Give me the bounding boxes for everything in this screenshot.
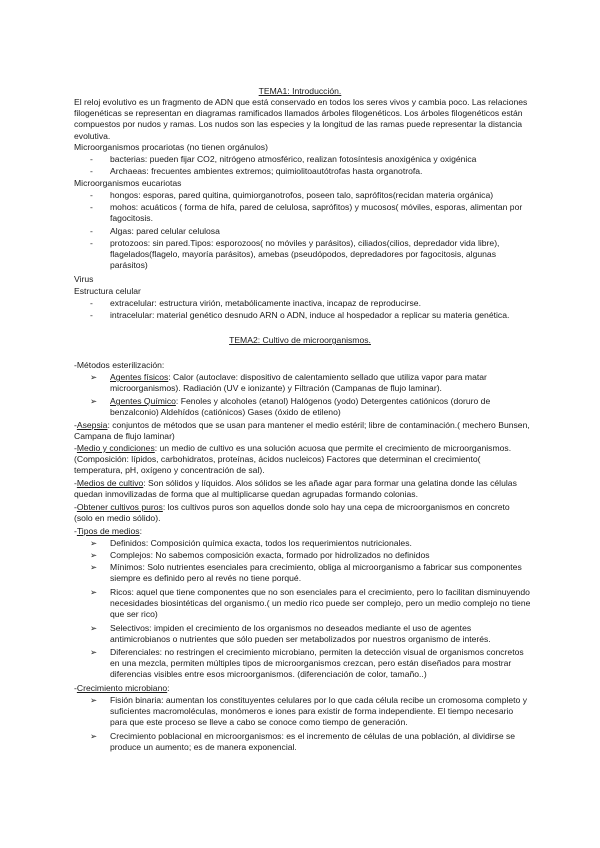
- list-item: Diferenciales: no restringen el crecimiento microbiano, permiten la detección visual de organismos concretos en una mezcla, permiten múltiples tipos de microorganismos crezcan, pero están diseñados para mostrar diferencias visibles entre esos microorganismos. (diferenciación de color, tamaño..): [110, 647, 524, 680]
- list-item: Crecimiento poblacional en microorganismos: es el incremento de células de una población, al dividirse se produce un aumento; es de manera exponencial.: [110, 731, 516, 753]
- arrow-bullet-icon: ➢: [90, 538, 98, 548]
- term-label: Agentes Químico: [110, 396, 176, 406]
- term-text: : Calor (autoclave: dispositivo de calentamiento sellado que utiliza vapor para matar microorganismos). Radiación (UV e ionizante) y Filtración (Campanas de flujo laminar).: [110, 372, 487, 394]
- list-item: Selectivos: impiden el crecimiento de los organismos no deseados mediante el uso de agentes antimicrobianos o nutrientes que sólo pueden ser metabolizados por nuestros organismo de interés.: [110, 623, 491, 645]
- list-item: Complejos: No sabemos composición exacta, formado por hidrolizados no definidos: [110, 550, 430, 560]
- arrow-bullet-icon: ➢: [90, 587, 98, 597]
- term-text: : un medio de cultivo es una solución acuosa que permite el crecimiento de microorganismos. (Composición: lípidos, carbohidratos, proteínas, ácidos nucleicos) Factores que determinan el crecimiento( temperatura, pH, oxígeno y concentración de sal).: [74, 443, 512, 476]
- list-dash: -: [90, 190, 93, 200]
- arrow-bullet-icon: ➢: [90, 550, 98, 560]
- tema1-intro-paragraph: El reloj evolutivo es un fragmento de ADN que está conservado en todos los seres vivos y cambia poco. Las relaciones filogenéticas se representan en diagramas ramificados llamados árboles filogenéticos. Los árboles filogenéticos están compuestos por nudos y ramas. Los nudos son las especies y la longitud de las ramas puede representar la distancia evolutiva.: [74, 97, 528, 141]
- term-label: Obtener cultivos puros: [76, 502, 163, 512]
- list-dash: -: [90, 310, 93, 320]
- list-item: hongos: esporas, pared quitina, quimiorganotrofos, poseen talo, saprófitos(recidan materia orgánica): [110, 190, 494, 200]
- tema1-title: TEMA1: Introducción.: [258, 86, 342, 96]
- term-text: : Son sólidos y líquidos. Alos sólidos se les añade agar para formar una gelatina donde las células quedan inmovilizadas de forma que al multiplicarse quedan agrupadas formando colonias.: [74, 478, 517, 500]
- term-text: : conjuntos de métodos que se usan para mantener el medio estéril; libre de contaminación.( mechero Bunsen, Campana de flujo laminar): [74, 420, 530, 442]
- tipos-heading: -Tipos de medios:: [74, 526, 142, 536]
- medio-paragraph: -Medio y condiciones: un medio de cultivo es una solución acuosa que permite el crecimiento de microorganismos. (Composición: lípidos, carbohidratos, proteínas, ácidos nucleicos) Factores que determinan el crecimiento( temperatura, pH, oxígeno y concentración de sal).: [74, 443, 512, 476]
- arrow-bullet-icon: ➢: [90, 647, 98, 657]
- list-item: bacterias: pueden fijar CO2, nitrógeno atmosférico, realizan fotosíntesis anoxigénica y oxigénica: [110, 154, 477, 164]
- list-item: [110, 396, 532, 418]
- list-dash: -: [90, 166, 93, 176]
- list-item: Archaeas: frecuentes ambientes extremos; quimiolitoautótrofas hasta organotrofa.: [110, 166, 423, 176]
- arrow-bullet-icon: ➢: [90, 731, 98, 741]
- term-label: Agentes físicos: [110, 372, 169, 382]
- list-item: Algas: pared celular celulosa: [110, 226, 220, 236]
- procariotas-heading: Microorganismos procariotas (no tienen orgánulos): [74, 142, 268, 152]
- list-item: Mínimos: Solo nutrientes esenciales para crecimiento, obliga al microorganismo a fabricar sus componentes siempre es definido pero al revés no tiene porqué.: [110, 562, 522, 584]
- list-dash: -: [90, 238, 93, 248]
- estructura-heading: Estructura celular: [74, 286, 141, 296]
- list-item: intracelular: material genético desnudo ARN o ADN, induce al hospedador a replicar su materia genética.: [110, 310, 510, 320]
- term-text: : Fenoles y alcoholes (etanol) Halógenos (yodo) Detergentes catiónicos (doruro de benzalconio) Aldehídos (catiónicos) Gases (óxido de etileno): [110, 396, 491, 418]
- term-suffix: :: [139, 526, 142, 536]
- list-item: Definidos: Composición química exacta, todos los requerimientos nutricionales.: [110, 538, 412, 548]
- metodos-heading: -Métodos esterilización:: [74, 360, 165, 370]
- tema2-title: TEMA2: Cultivo de microorganismos.: [229, 335, 371, 345]
- eucariotas-heading: Microorganismos eucariotas: [74, 178, 182, 188]
- list-dash: -: [90, 226, 93, 236]
- list-item: protozoos: sin pared.Tipos: esporozoos( no móviles y parásitos), ciliados(cilios, depredador vida libre), flagelados(flagelo, mayoría parásitos), amebas (pseudópodos, depredadores por fagocitosis, algunas parásitos): [110, 238, 500, 271]
- list-item: mohos: acuáticos ( forma de hifa, pared de celulosa, saprófitos) y mucosos( móviles, esporas, alimentan por fagocitosis.: [110, 202, 523, 224]
- arrow-bullet-icon: ➢: [90, 623, 98, 633]
- term-label: Medio y condiciones: [76, 443, 155, 453]
- term-label: Medios de cultivo: [76, 478, 144, 488]
- term-label: Asepsia: [76, 420, 108, 430]
- crecimiento-heading: -Crecimiento microbiano:: [74, 683, 170, 693]
- list-item: [110, 372, 532, 394]
- list-item: Ricos: aquel que tiene componentes que no son esenciales para el crecimiento, pero lo facilitan disminuyendo necesidades biosintéticas del organismo.( un medio rico puede ser complejo, pero un medio complejo no tiene que ser rico): [110, 587, 531, 620]
- term-suffix: :: [167, 683, 170, 693]
- asepsia-paragraph: -Asepsia: conjuntos de métodos que se usan para mantener el medio estéril; libre de contaminación.( mechero Bunsen, Campana de flujo laminar): [74, 420, 530, 442]
- medios-paragraph: -Medios de cultivo: Son sólidos y líquidos. Alos sólidos se les añade agar para formar una gelatina donde las células quedan inmovilizadas de forma que al multiplicarse quedan agrupadas formando colonias.: [74, 478, 517, 500]
- list-dash: -: [90, 202, 93, 212]
- term-text: : los cultivos puros son aquellos donde solo hay una cepa de microorganismos en concreto (solo en medio sólido).: [74, 502, 510, 524]
- term-label: Tipos de medios: [76, 526, 140, 536]
- virus-heading: Virus: [74, 274, 94, 284]
- term-label: Crecimiento microbiano: [76, 683, 168, 693]
- arrow-bullet-icon: ➢: [90, 396, 98, 406]
- list-item: Fisión binaria: aumentan los constituyentes celulares por lo que cada célula recibe un cromosoma completo y suficientes macromoléculas, monómeros e iones para existir de forma independiente. El tiempo necesario para que este proceso se lleve a cabo se conoce como tiempo de generación.: [110, 695, 528, 728]
- list-item: extracelular: estructura virión, metabólicamente inactiva, incapaz de reproducirse.: [110, 298, 421, 308]
- list-dash: -: [90, 154, 93, 164]
- arrow-bullet-icon: ➢: [90, 372, 98, 382]
- list-dash: -: [90, 298, 93, 308]
- arrow-bullet-icon: ➢: [90, 695, 98, 705]
- puros-paragraph: -Obtener cultivos puros: los cultivos puros son aquellos donde solo hay una cepa de microorganismos en concreto (solo en medio sólido).: [74, 502, 510, 524]
- arrow-bullet-icon: ➢: [90, 562, 98, 572]
